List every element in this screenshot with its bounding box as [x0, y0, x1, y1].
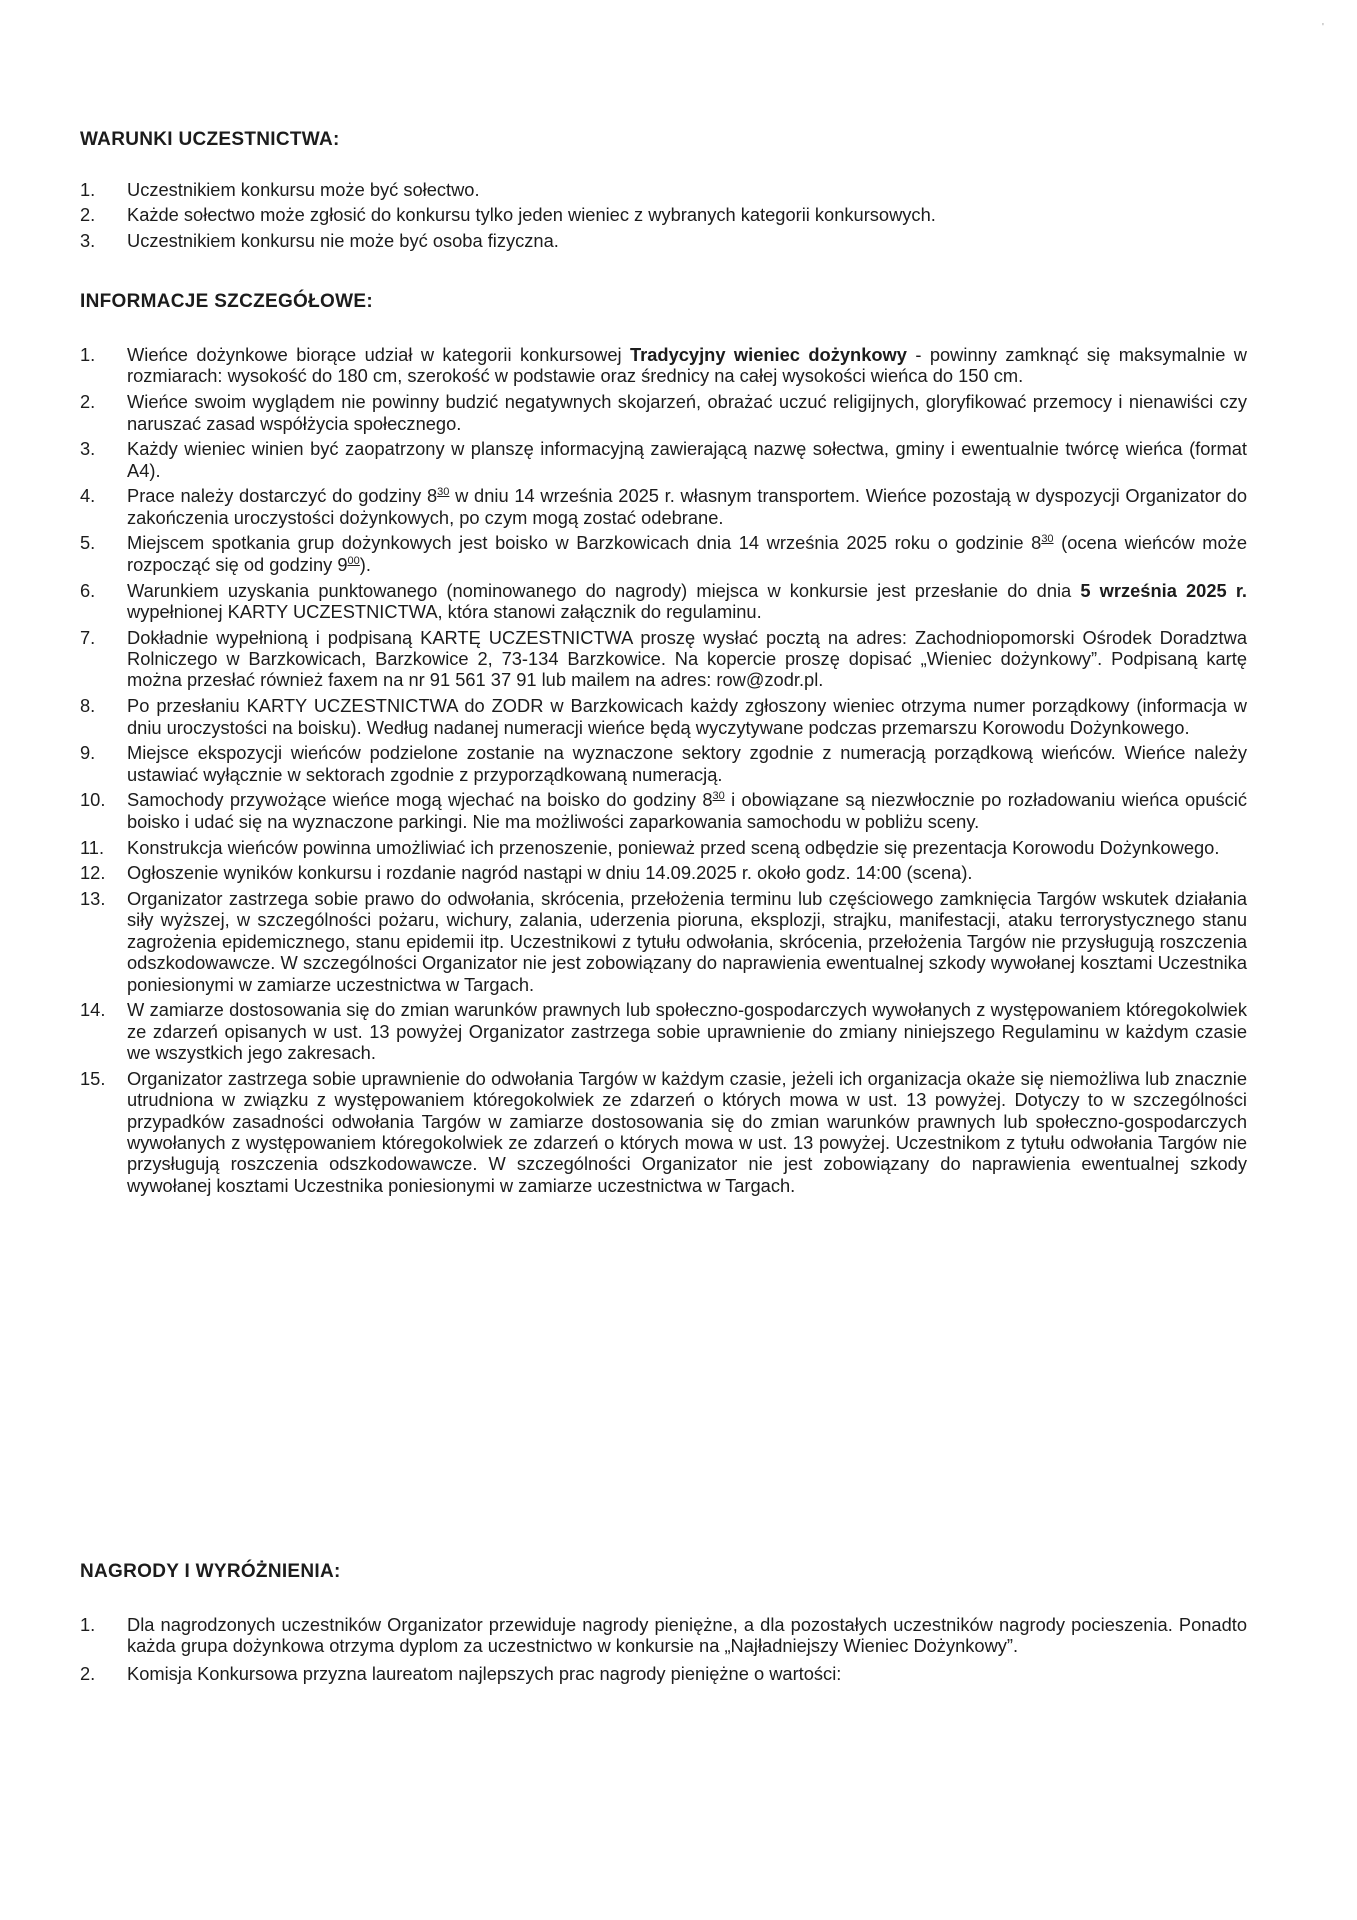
heading-informacje-szczegolowe: INFORMACJE SZCZEGÓŁOWE: — [80, 291, 373, 312]
item-text: i obowiązane są niezwłocznie po rozładowaniu wieńca opuścić boisko i udać się na wyznaczone parkingi. Nie ma możliwości zaparkowania samochodu w pobliżu sceny. — [127, 789, 1248, 832]
list-item — [80, 204, 1247, 225]
item-number: 13. — [80, 887, 106, 909]
list-item — [80, 532, 1247, 575]
time-superscript: 30 — [1041, 533, 1054, 546]
item-text: Wieńce swoim wyglądem nie powinny budzić negatywnych skojarzeń, obrażać uczuć religijnych, gloryfikować przemocy i nienawiści czy naruszać zasad współżycia społecznego. — [127, 391, 1247, 434]
heading-warunki-uczestnictwa: WARUNKI UCZESTNICTWA: — [80, 129, 340, 150]
item-number: 7. — [80, 626, 96, 648]
scan-mark: ' — [1322, 22, 1324, 33]
list-item — [80, 999, 1247, 1063]
item-text: Konstrukcja wieńców powinna umożliwiać ich przenoszenie, ponieważ przed sceną odbędzie się prezentacja Korowodu Dożynkowego. — [127, 836, 1220, 858]
item-number: 3. — [80, 229, 96, 251]
time-superscript: 00 — [347, 554, 360, 567]
item-text: Uczestnikiem konkursu nie może być osoba fizyczna. — [127, 229, 559, 251]
item-text: Wieńce dożynkowe biorące udział w kategorii konkursowej — [127, 344, 630, 365]
item-number: 2. — [80, 204, 96, 226]
item-text-bold: 5 września 2025 r. — [1080, 579, 1247, 601]
item-text: Uczestnikiem konkursu może być sołectwo. — [127, 179, 480, 200]
list-item — [80, 580, 1247, 623]
item-text: (ocena wieńców może rozpocząć się od godziny 9 — [127, 532, 1247, 575]
list-item — [80, 1068, 1247, 1196]
item-number: 4. — [80, 485, 96, 507]
item-text: w dniu 14 września 2025 r. własnym transportem. Wieńce pozostają w dyspozycji Organizator do zakończenia uroczystości dożynkowych, po czym mogą zostać odebrane. — [127, 485, 1247, 528]
list-item — [80, 438, 1247, 481]
list-item — [80, 862, 1247, 883]
list-item — [80, 742, 1247, 785]
list-item — [80, 837, 1247, 858]
item-text: Każde sołectwo może zgłosić do konkursu tylko jeden wieniec z wybranych kategorii konkursowych. — [127, 204, 936, 226]
list-item — [80, 485, 1247, 528]
list-nagrody-i-wyroznienia — [80, 1614, 1247, 1690]
item-number: 1. — [80, 1614, 96, 1635]
item-number: 5. — [80, 532, 96, 554]
item-number: 2. — [80, 1662, 96, 1684]
item-text: ). — [359, 553, 371, 575]
item-number: 10. — [80, 789, 106, 811]
list-item — [80, 695, 1247, 738]
item-number: 8. — [80, 695, 96, 717]
item-text: Ogłoszenie wyników konkursu i rozdanie nagród nastąpi w dniu 14.09.2025 r. około godz. 14:00 (scena). — [127, 862, 973, 884]
item-number: 11. — [80, 836, 105, 858]
time-superscript: 30 — [437, 486, 450, 499]
item-text: Samochody przywożące wieńce mogą wjechać na boisko do godziny 8 — [127, 789, 713, 811]
item-text: Po przesłaniu KARTY UCZESTNICTWA do ZODR w Barzkowicach każdy zgłoszony wieniec otrzyma numer porządkowy (informacja w dniu uroczystości na boisku). Według nadanej numeracji wieńce będą wyczytywane podczas przemarszu Korowodu Dożynkowego. — [127, 695, 1247, 738]
list-item — [80, 179, 1247, 200]
item-text: - powinny zamknąć się maksymalnie w rozmiarach: wysokość do 180 cm, szerokość w podstawie oraz średnicy na całej wysokości wieńca do 150 cm. — [127, 344, 1247, 387]
item-text-bold: Tradycyjny wieniec dożynkowy — [629, 344, 907, 365]
item-number: 15. — [80, 1067, 106, 1089]
item-text: Prace należy dostarczyć do godziny 8 — [127, 485, 438, 507]
list-item — [80, 230, 1247, 251]
item-number: 9. — [80, 742, 96, 764]
item-text: W zamiarze dostosowania się do zmian warunków prawnych lub społeczno-gospodarczych wywołanych z występowaniem któregokolwiek ze zdarzeń opisanych w ust. 13 powyżej Organizator zastrzega sobie uprawnienie do zmiany niniejszego Regulaminu w każdym czasie we wszystkich jego zakresach. — [127, 999, 1247, 1064]
list-informacje-szczegolowe — [80, 344, 1247, 1200]
list-item — [80, 888, 1247, 995]
list-item — [80, 344, 1247, 387]
list-warunki-uczestnictwa — [80, 179, 1247, 255]
heading-nagrody-i-wyroznienia: NAGRODY I WYRÓŻNIENIA: — [80, 1561, 341, 1582]
item-number: 1. — [80, 344, 96, 365]
item-text: Organizator zastrzega sobie uprawnienie do odwołania Targów w każdym czasie, jeżeli ich organizacja okaże się niemożliwa lub znacznie utrudniona w związku z występowaniem któregokolwiek ze zdarzeń o których mowa w ust. 13 powyżej. Dotyczy to w szczególności przypadków zasadności odwołania Targów w zamiarze dostosowania się do zmian warunków prawnych lub społeczno-gospodarczych wywołanych z występowaniem któregokolwiek ze zdarzeń o których mowa w ust. 13 powyżej. Uczestnikom z tytułu odwołania Targów nie przysługują roszczenia odszkodowawcze. W szczególności Organizator nie jest zobowiązany do naprawienia ewentualnej szkody wywołanej kosztami Uczestnika poniesionymi w zamiarze uczestnictwa w Targach. — [127, 1067, 1247, 1196]
item-text: Organizator zastrzega sobie prawo do odwołania, skrócenia, przełożenia terminu lub częściowego zamknięcia Targów wskutek działania siły wyższej, w szczególności pożaru, wichury, zalania, uderzenia pioruna, eksplozji, strajku, manifestacji, ataku terrorystycznego stanu zagrożenia epidemicznego, stanu epidemii itp. Uczestnikowi z tytułu odwołania, skrócenia, przełożenia Targów nie przysługują roszczenia odszkodowawcze. W szczególności Organizator nie jest zobowiązany do naprawienia ewentualnej szkody wywołanej kosztami Uczestnika poniesionymi w zamiarze uczestnictwa w Targach. — [127, 887, 1247, 995]
list-item — [80, 391, 1247, 434]
item-text: Każdy wieniec winien być zaopatrzony w planszę informacyjną zawierającą nazwę sołectwa, gminy i ewentualnie twórcę wieńca (format A4). — [127, 438, 1247, 481]
item-text: Miejscem spotkania grup dożynkowych jest boisko w Barzkowicach dnia 14 września 2025 roku o godzinie 8 — [127, 532, 1042, 554]
item-text: Miejsce ekspozycji wieńców podzielone zostanie na wyznaczone sektory zgodnie z numeracją porządkową wieńców. Wieńce należy ustawiać wyłącznie w sektorach zgodnie z przyporządkowaną numeracją. — [127, 742, 1247, 785]
item-number: 12. — [80, 862, 106, 884]
list-item — [80, 1663, 1247, 1684]
item-text: Dla nagrodzonych uczestników Organizator przewiduje nagrody pieniężne, a dla pozostałych uczestników nagrody pocieszenia. Ponadto każda grupa dożynkowa otrzyma dyplom za uczestnictwo w konkursie na „Najładniejszy Wieniec Dożynkowy”. — [127, 1614, 1247, 1657]
item-text: Warunkiem uzyskania punktowanego (nominowanego do nagrody) miejsca w konkursie jest przesłanie do dnia — [127, 579, 1081, 601]
list-item — [80, 1614, 1247, 1657]
list-item — [80, 627, 1247, 691]
time-superscript: 30 — [712, 790, 725, 803]
item-number: 3. — [80, 438, 96, 460]
list-item — [80, 789, 1247, 832]
item-text: Dokładnie wypełnioną i podpisaną KARTĘ UCZESTNICTWA proszę wysłać pocztą na adres: Zachodniopomorski Ośrodek Doradztwa Rolniczego w Barzkowicach, Barzkowice 2, 73-134 Barzkowice. Na kopercie proszę dopisać „Wieniec dożynkowy”. Podpisaną kartę można przesłać również faxem na nr 91 561 37 91 lub mailem na adres: row@zodr.pl. — [127, 626, 1247, 691]
item-text: Komisja Konkursowa przyzna laureatom najlepszych prac nagrody pieniężne o wartości: — [127, 1662, 842, 1684]
item-number: 6. — [80, 579, 96, 601]
item-number: 1. — [80, 179, 96, 200]
item-number: 14. — [80, 999, 106, 1021]
item-text: wypełnionej KARTY UCZESTNICTWA, która stanowi załącznik do regulaminu. — [127, 600, 762, 622]
item-number: 2. — [80, 391, 96, 413]
